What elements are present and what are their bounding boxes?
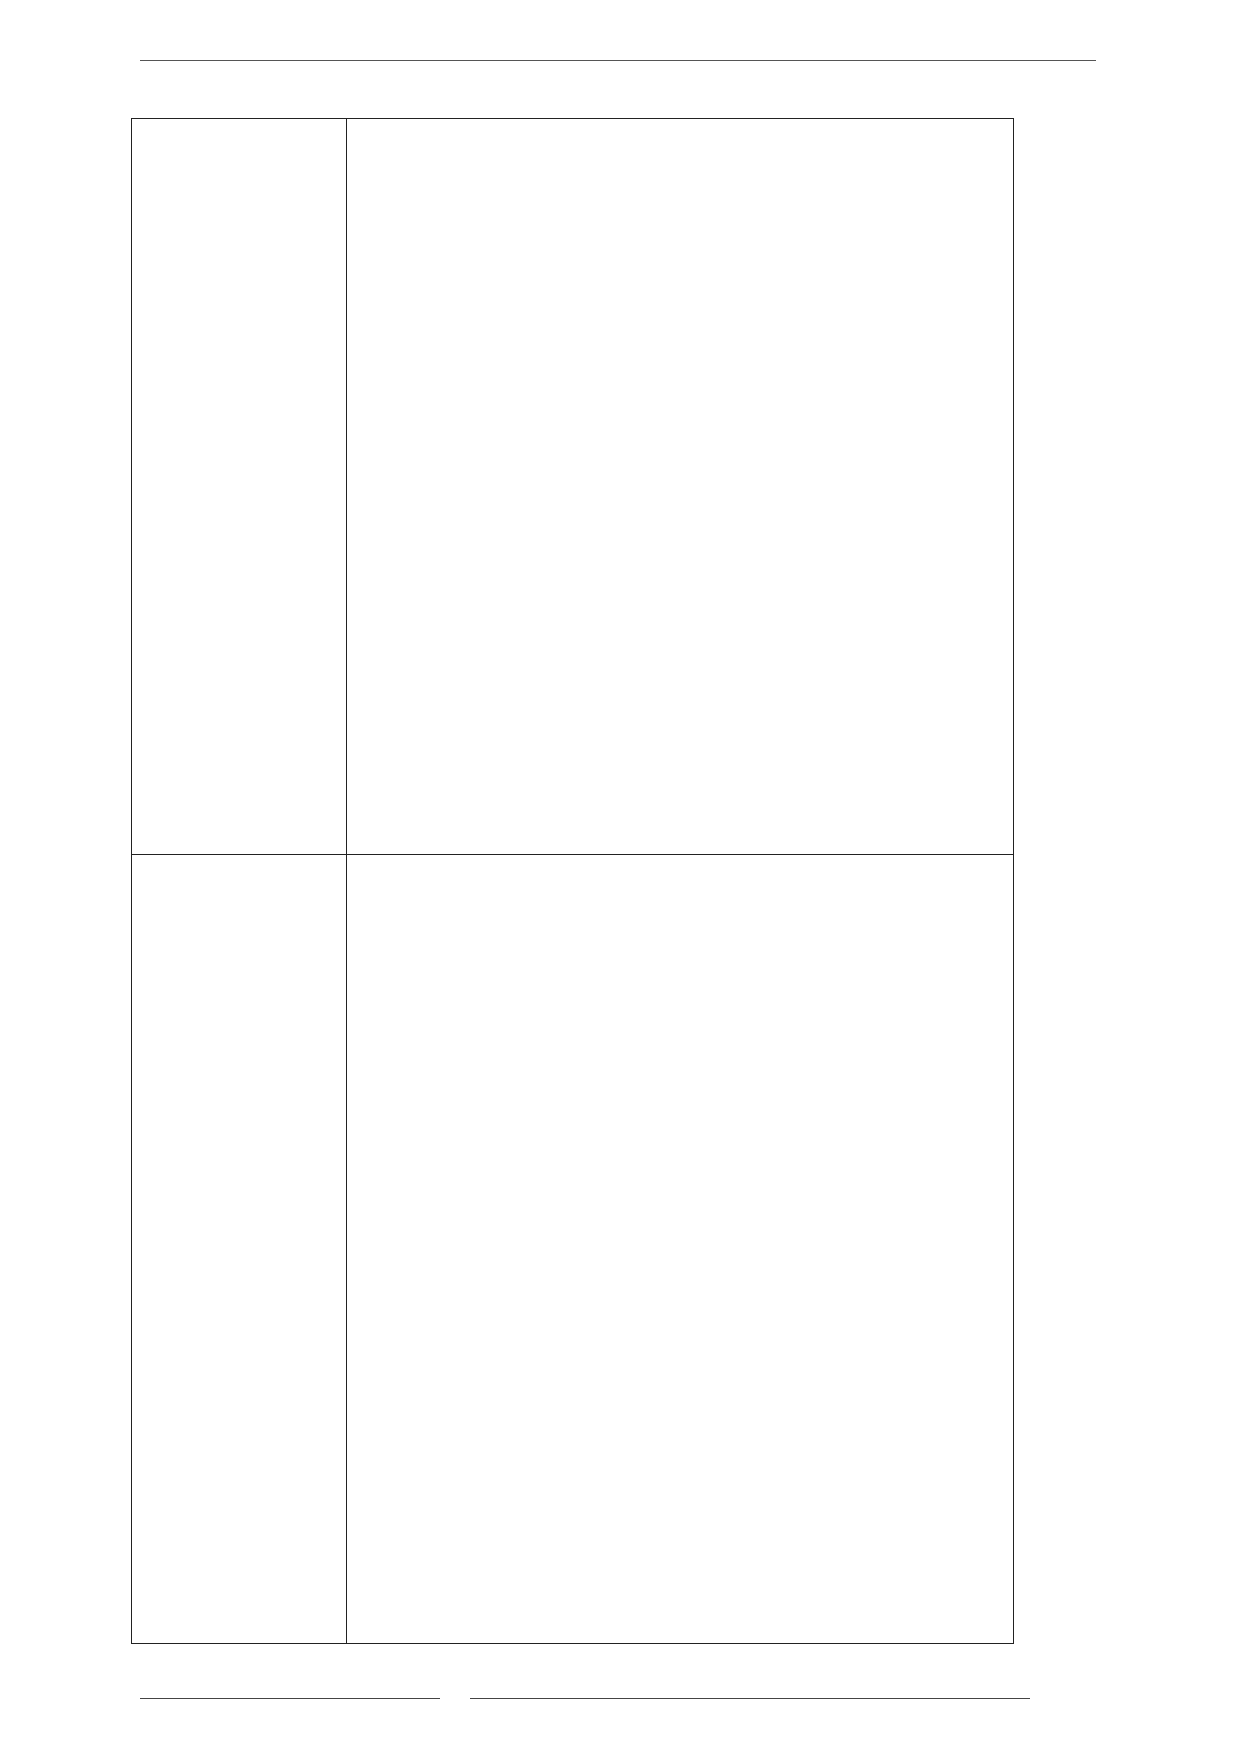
label-cell-empty bbox=[132, 119, 347, 855]
key-points-cell bbox=[347, 119, 1014, 855]
table-row bbox=[132, 855, 1014, 1644]
footer-divider bbox=[140, 1698, 440, 1699]
student-analysis-cell bbox=[347, 855, 1014, 1644]
section-label-cell bbox=[132, 855, 347, 1644]
header-divider bbox=[140, 60, 1096, 61]
table-row bbox=[132, 119, 1014, 855]
section-title bbox=[144, 1236, 172, 1262]
footer-divider bbox=[470, 1698, 1030, 1699]
lesson-plan-table bbox=[131, 118, 1014, 1644]
